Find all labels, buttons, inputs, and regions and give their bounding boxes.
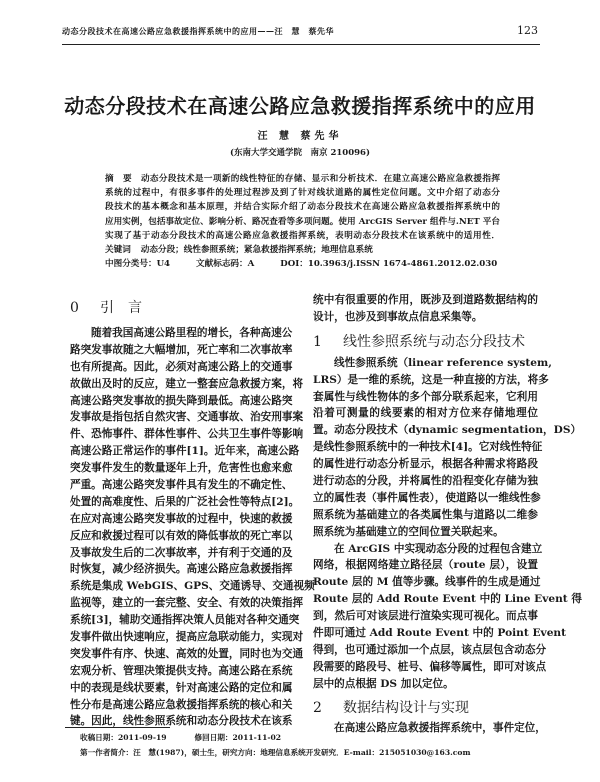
section2-line: 在高速公路应急救援指挥系统中，事件定位，: [334, 721, 546, 734]
received-date: 收稿日期：2011-09-19: [80, 733, 167, 742]
intro-line: 宏观分析、管理决策提供支持。高速公路在系统: [70, 664, 293, 677]
section1-para2-line: 在 ArcGIS 中实现动态分段的过程包含建立: [334, 542, 543, 555]
footnote-author-bio: 第一作者简介：汪 慧(1987)，硕士生，研究方向：地理信息系统开发研究．E-mail：215051030@163.com: [80, 748, 471, 757]
classification-meta: [105, 257, 500, 271]
section-number: 0: [70, 300, 79, 316]
section1-para2-line: 网络，根据网络建立路径层（route 层），设置: [313, 559, 538, 572]
section-number: 1: [313, 333, 322, 350]
section1-para1-line: 套属性与线性物体的多个部分联系起来，它利用: [313, 390, 538, 403]
intro-line: 及事故发生后的二次事故率，并有利于交通的及: [70, 546, 293, 559]
intro-line: 随着我国高速公路里程的增长，各种高速公: [91, 327, 293, 339]
intro-continued-line: 设计，也涉及到事故点信息采集等。: [313, 310, 483, 323]
document-code: 文献标志码：A: [196, 259, 255, 270]
doi: DOI：10.3963/j.ISSN 1674-4861.2012.02.030: [280, 259, 498, 270]
section-title: 引 言: [100, 300, 142, 316]
intro-line: 系统[3]，辅助交通指挥决策人员能对各种交通突: [70, 614, 300, 627]
abstract-line: 实现了基于动态分段技术的高速公路应急救援指挥系统，表明动态分段技术在该系统中的适用性．: [105, 230, 500, 241]
intro-line: 时恢复，减少经济损失。高速公路应急救援指挥: [70, 563, 293, 576]
abstract-line: 系统的过程中，有很多事件的处理过程涉及到了针对线状道路的属性定位问题。文中介绍了动态分: [105, 188, 500, 199]
section1-para1-line: 的属性进行动态分析显示，根据各种需求将路段: [313, 458, 538, 471]
authors: 汪 慧 蔡先华: [257, 131, 343, 142]
intro-line: 故做出及时的反应，建立一整套应急救援方案，将: [70, 377, 304, 390]
abstract-line: 应用实例，包括事故定位、影响分析、路况查看等多项问题。使用 ArcGIS Server 组件与.NET 平台: [105, 216, 500, 227]
intro-line: 件、恐怖事件、群体性事件、公共卫生事件等影响: [70, 428, 304, 441]
intro-line: 中的表现是线状要素，针对高速公路的定位和属: [70, 681, 293, 694]
section-number: 2: [313, 699, 322, 716]
intro-line: 突发事件有序、快速、高效的处置，同时也为交通: [70, 647, 304, 660]
section-heading-1: [313, 326, 538, 355]
intro-line: 发事件做出快速响应，提高应急联动能力，实现对: [70, 631, 304, 644]
intro-line: 也有所提高。因此，必须对高速公路上的交通事: [70, 360, 293, 373]
intro-line: 发事故是指包括自然灾害、交通事故、治安刑事案: [70, 411, 304, 424]
intro-line: 监视等，建立的一套完整、安全、有效的决策指挥: [70, 597, 304, 610]
abstract-line: 段技术的基本概念和基本原理，并结合实际介绍了动态分段技术在高速公路应急救援指挥系统中的: [105, 202, 500, 213]
intro-line: 处置的高难度性、后果的广泛社会性等特点[2]。: [70, 495, 300, 508]
left-column: [70, 297, 315, 730]
abstract: [105, 172, 500, 271]
section1-para2-line: 件即可通过 Add Route Event 中的 Point Event: [313, 627, 567, 640]
header-rule: [62, 44, 540, 45]
section1-para2-line: Route 层的 M 值等步骤。线事件的生成是通过: [313, 576, 541, 589]
intro-line: 反应和救援过程可以有效的降低事故的死亡率以: [70, 529, 293, 542]
revised-date: 修回日期：2011-11-02: [194, 733, 282, 742]
paper-title: 动态分段技术在高速公路应急救援指挥系统中的应用: [64, 94, 536, 118]
section1-para1-line: 置。动态分段技术（dynamic segmentation，DS）: [313, 424, 582, 437]
section1-para2-line: 段需要的路段号、桩号、偏移等属性，即可对该点: [313, 660, 547, 673]
running-header: 动态分段技术在高速公路应急救援指挥系统中的应用——汪 慧 蔡先华: [62, 26, 334, 36]
intro-line: 高速公路突发事故的损失降到最低。高速公路突: [70, 394, 293, 407]
intro-line: 高速公路正常运作的事件[1]。近年来，高速公路: [70, 445, 300, 458]
footnote-rule: [65, 727, 170, 728]
keywords-text: 动态分段；线性参照系统；紧急救援指挥系统；地理信息系统: [140, 244, 373, 255]
page-number: 123: [517, 24, 538, 37]
intro-line: 突发事件发生的数量逐年上升，危害性也愈来愈: [70, 462, 293, 475]
section1-para1-line: 立的属性表（事件属性表），使道路以一维线性参: [313, 491, 541, 504]
intro-line: 路突发事故随之大幅增加，死亡率和二次事故率: [70, 343, 293, 356]
keywords-label: 关键词: [105, 244, 131, 255]
section1-para2-line: 得到，也可通过添加一个点层，该点层包含动态分: [313, 643, 547, 656]
section1-para2-line: 层中的点根据 DS 加以定位。: [313, 677, 454, 690]
keywords: [105, 243, 500, 257]
intro-line: 严重。高速公路突发事件具有发生的不确定性、: [70, 479, 293, 492]
intro-line: 系统是集成 WebGIS、GPS、交通诱导、交通视频: [70, 580, 315, 593]
footnote-dates: [80, 732, 281, 743]
intro-line: 性分布是高速公路应急救援指挥系统的核心和关: [70, 698, 293, 711]
affiliation: (东南大学交通学院 南京 210096): [230, 148, 370, 158]
section1-para1-line: LRS）是一维的系统，这是一种直接的方法，将多: [313, 373, 549, 386]
section-title: 数据结构设计与实现: [343, 699, 469, 716]
section-heading-2: [313, 693, 538, 720]
section1-para2-line: 到，然后可对该层进行渲染实现可视化。而点事: [313, 610, 538, 623]
right-column: [313, 292, 582, 736]
section1-para1-line: 照系统为基础建立的各类属性集与道路以二维参: [313, 508, 538, 521]
intro-continued-line: 统中有很重要的作用，既涉及到道路数据结构的: [313, 294, 538, 306]
section1-para1-line: 是线性参照系统中的一种技术[4]。它对线性特征: [313, 441, 543, 454]
section1-para2-line: Route 层的 Add Route Event 中的 Line Event 得: [313, 593, 582, 606]
section-title: 线性参照系统与动态分段技术: [343, 333, 525, 350]
section-heading-introduction: [70, 297, 292, 325]
clc-number: 中图分类号：U4: [105, 259, 171, 270]
section1-para1-line: 沿着可测量的线要素的相对方位来存储地理位: [313, 407, 538, 420]
section1-para1-line: 照系统为基础建立的空间位置关联起来。: [313, 525, 504, 538]
section1-para1-line: 进行动态的分段，并将属性的沿程变化存储为独: [313, 475, 538, 488]
intro-line: 键。因此，线性参照系统和动态分段技术在该系: [70, 715, 293, 728]
intro-line: 在应对高速公路突发事故的过程中，快速的救援: [70, 512, 293, 525]
section1-para1-line: 线性参照系统（linear reference system,: [334, 356, 552, 369]
abstract-line: 摘 要 动态分段技术是一项新的线性特征的存储、显示和分析技术．在建立高速公路应急救援指挥: [105, 174, 500, 184]
